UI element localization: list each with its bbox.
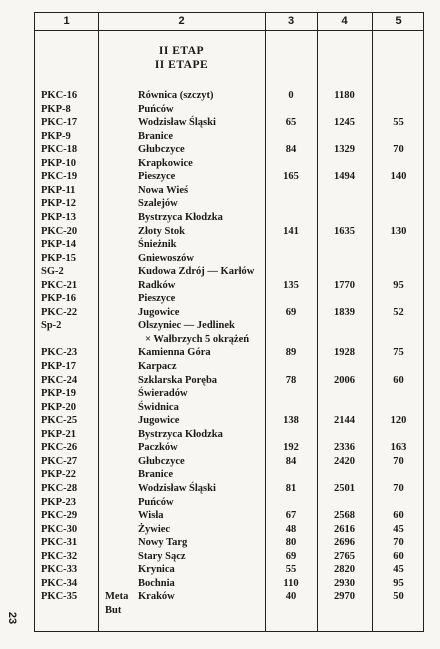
stage-distance: 67 [285, 510, 297, 522]
table-row [35, 401, 425, 415]
table-row [35, 170, 425, 184]
checkpoint-code: PKP-9 [41, 130, 71, 142]
table-row [35, 563, 425, 577]
table-row [35, 428, 425, 442]
checkpoint-code: PKP-11 [41, 184, 76, 196]
place-name: Pieszyce [138, 171, 176, 183]
stage-distance: 192 [283, 442, 299, 454]
stage-title-polish: II ETAP [158, 45, 205, 57]
section-distance: 52 [393, 306, 404, 318]
column-header-4: 4 [341, 15, 348, 27]
cumulative-distance: 2336 [334, 442, 355, 454]
place-name: Jugowice [138, 306, 180, 318]
table-row [35, 346, 425, 360]
table-row [35, 116, 425, 130]
cumulative-distance: 1770 [334, 279, 355, 291]
table-row [35, 455, 425, 469]
checkpoint-code: PKP-19 [41, 388, 76, 400]
cumulative-distance: 1180 [334, 90, 355, 101]
stage-distance: 110 [283, 577, 299, 589]
place-name: Jugowice [138, 415, 180, 427]
checkpoint-code: PKP-17 [41, 361, 76, 372]
stage-distance: 55 [285, 564, 297, 576]
stage-distance: 69 [285, 550, 297, 562]
checkpoint-code: PKP-15 [41, 252, 76, 264]
table-row [35, 184, 425, 198]
place-name: Głubczyce [138, 144, 185, 156]
page-number: 23 [6, 611, 19, 625]
place-name: Śnieżnik [138, 239, 177, 251]
place-name: Kudowa Zdrój — Karłów [138, 266, 255, 278]
place-name: Bochnia [138, 577, 175, 589]
checkpoint-code: PKP-22 [41, 469, 76, 481]
stage-distance: 65 [285, 117, 297, 129]
section-distance: 95 [393, 279, 404, 291]
stage-distance: 78 [285, 374, 297, 386]
section-distance: 130 [390, 225, 407, 237]
table-row [35, 89, 425, 103]
checkpoint-code: Sp-2 [41, 320, 62, 332]
checkpoint-code: PKC-21 [41, 279, 78, 291]
section-distance: 50 [393, 591, 404, 603]
place-name: Bystrzyca Kłodzka [138, 211, 223, 223]
table-row [35, 590, 425, 604]
table-row [35, 496, 425, 510]
place-name: Wodzisław Śląski [138, 482, 216, 494]
place-name: Wodzisław Śląski [138, 117, 216, 129]
section-distance: 60 [393, 374, 404, 386]
place-name: Głubczyce [138, 455, 185, 467]
checkpoint-code: PKC-35 [41, 591, 78, 603]
checkpoint-code: PKC-34 [41, 577, 78, 589]
cumulative-distance: 1928 [334, 347, 355, 359]
table-row [35, 279, 425, 293]
cumulative-distance: 1839 [334, 306, 355, 318]
cumulative-distance: 1329 [334, 144, 355, 156]
place-name: Radków [138, 279, 176, 291]
section-distance: 140 [390, 171, 407, 183]
cumulative-distance: 2006 [334, 374, 355, 386]
section-distance: 45 [393, 523, 404, 535]
stage-distance: 84 [285, 144, 297, 156]
section-distance: 95 [393, 577, 404, 589]
table-row [35, 306, 425, 320]
stage-title-french: II ETAPE [154, 59, 209, 71]
place-name: Kraków [138, 591, 175, 603]
section-distance: 120 [390, 415, 407, 427]
section-distance: 45 [393, 564, 404, 576]
stage-distance: 40 [285, 591, 297, 603]
place-name: Stary Sącz [138, 550, 186, 562]
place-name: Branice [138, 130, 173, 142]
table-row [35, 265, 425, 279]
place-name: × Wałbrzych 5 okrążeń [145, 333, 250, 345]
cumulative-distance: 2501 [334, 482, 355, 494]
checkpoint-code: PKC-29 [41, 510, 78, 522]
table-row [35, 238, 425, 252]
table-row [35, 536, 425, 550]
route-table [34, 12, 424, 632]
checkpoint-code: PKP-16 [41, 293, 76, 305]
place-name: Krynica [138, 564, 175, 576]
cumulative-distance: 2568 [334, 510, 355, 522]
place-name: Puńców [138, 496, 174, 508]
stage-distance: 141 [283, 225, 299, 237]
checkpoint-code: PKC-20 [41, 225, 78, 237]
stage-distance: 0 [288, 90, 294, 101]
table-row [35, 550, 425, 564]
checkpoint-code: PKC-25 [41, 415, 78, 427]
table-row [35, 211, 425, 225]
column-header-1: 1 [63, 15, 70, 27]
section-distance: 75 [393, 347, 404, 359]
checkpoint-code: PKP-21 [41, 428, 76, 440]
stage-distance: 69 [285, 306, 297, 318]
cumulative-distance: 2696 [334, 537, 355, 549]
place-name: Puńców [138, 103, 174, 115]
table-row [35, 252, 425, 266]
cumulative-distance: 2970 [334, 591, 355, 603]
header-divider [35, 30, 423, 31]
table-row [35, 509, 425, 523]
stage-distance: 84 [285, 455, 297, 467]
checkpoint-code: PKC-33 [41, 564, 78, 576]
checkpoint-code: PKC-27 [41, 455, 78, 467]
place-name: Krapkowice [138, 157, 193, 169]
cumulative-distance: 2616 [334, 523, 355, 535]
checkpoint-code: PKP-14 [41, 239, 76, 251]
place-name: Świeradów [138, 388, 188, 400]
place-name: Paczków [138, 442, 178, 454]
place-name: Gniewoszów [138, 252, 194, 264]
checkpoint-code: PKP-8 [41, 103, 71, 115]
checkpoint-code: PKC-32 [41, 550, 78, 562]
cumulative-distance: 2930 [334, 577, 355, 589]
section-distance: 70 [393, 537, 404, 549]
section-distance: 60 [393, 550, 404, 562]
checkpoint-code: SG-2 [41, 266, 64, 278]
table-row [35, 292, 425, 306]
table-row [35, 333, 425, 347]
cumulative-distance: 1635 [334, 225, 355, 237]
place-name: Branice [138, 469, 173, 481]
table-row [35, 130, 425, 144]
place-name: Nowa Wieś [138, 184, 189, 196]
checkpoint-code: PKC-28 [41, 482, 78, 494]
section-distance: 55 [393, 117, 404, 129]
place-name: Kamienna Góra [138, 347, 211, 359]
table-row [35, 482, 425, 496]
table-row [35, 143, 425, 157]
stage-distance: 138 [283, 415, 299, 427]
place-name: Szklarska Poręba [138, 374, 218, 386]
place-name: Pieszyce [138, 293, 176, 305]
section-distance: 70 [393, 144, 404, 156]
checkpoint-code: PKC-30 [41, 523, 78, 535]
checkpoint-code: PKP-23 [41, 496, 76, 508]
checkpoint-code: PKC-31 [41, 537, 78, 549]
table-row [35, 197, 425, 211]
table-row [35, 225, 425, 239]
checkpoint-code: PKC-23 [41, 347, 78, 359]
place-name: Wisła [138, 510, 164, 522]
checkpoint-code: PKC-19 [41, 171, 78, 183]
checkpoint-code: PKP-20 [41, 401, 76, 413]
table-row [35, 441, 425, 455]
place-name: Bystrzyca Kłodzka [138, 428, 223, 440]
table-row [35, 577, 425, 591]
section-distance: 70 [393, 482, 404, 494]
place-name: Złoty Stok [138, 225, 185, 237]
place-name: Żywiec [138, 523, 171, 535]
table-row [35, 374, 425, 388]
table-row [35, 157, 425, 171]
checkpoint-code: PKC-22 [41, 306, 78, 318]
place-name: Świdnica [138, 401, 179, 413]
checkpoint-code: PKP-13 [41, 211, 76, 223]
table-row [35, 360, 425, 374]
checkpoint-code: PKC-18 [41, 144, 78, 156]
finish-label: Meta [105, 591, 129, 603]
checkpoint-code: PKC-24 [41, 374, 78, 386]
stage-distance: 165 [283, 171, 299, 183]
cumulative-distance: 2420 [334, 455, 355, 467]
table-row [35, 468, 425, 482]
cumulative-distance: 1245 [334, 117, 355, 129]
column-header-2: 2 [178, 15, 185, 27]
finish-label: But [105, 604, 122, 616]
stage-distance: 48 [285, 523, 297, 535]
place-name: Olszyniec — Jedlinek [138, 320, 235, 332]
section-distance: 60 [393, 510, 404, 522]
cumulative-distance: 1494 [334, 171, 355, 183]
checkpoint-code: PKC-16 [41, 90, 78, 101]
column-header-3: 3 [287, 15, 295, 27]
checkpoint-code: PKP-12 [41, 198, 76, 210]
place-name: Równica (szczyt) [138, 90, 214, 101]
stage-distance: 81 [285, 482, 297, 494]
checkpoint-code: PKP-10 [41, 157, 76, 169]
cumulative-distance: 2765 [334, 550, 355, 562]
cumulative-distance: 2820 [334, 564, 355, 576]
stage-distance: 80 [285, 537, 297, 549]
table-row [35, 319, 425, 333]
checkpoint-code: PKC-17 [41, 117, 78, 129]
place-name: Nowy Targ [138, 537, 188, 549]
table-row [35, 523, 425, 537]
column-header-5: 5 [395, 15, 402, 27]
place-name: Szalejów [138, 198, 178, 210]
table-row [35, 103, 425, 117]
place-name: Karpacz [138, 361, 177, 372]
table-row [35, 414, 425, 428]
table-row [35, 604, 425, 618]
stage-distance: 89 [285, 347, 297, 359]
table-row [35, 387, 425, 401]
section-distance: 163 [390, 442, 407, 454]
checkpoint-code: PKC-26 [41, 442, 78, 454]
section-distance: 70 [393, 455, 404, 467]
cumulative-distance: 2144 [334, 415, 355, 427]
stage-distance: 135 [283, 279, 299, 291]
